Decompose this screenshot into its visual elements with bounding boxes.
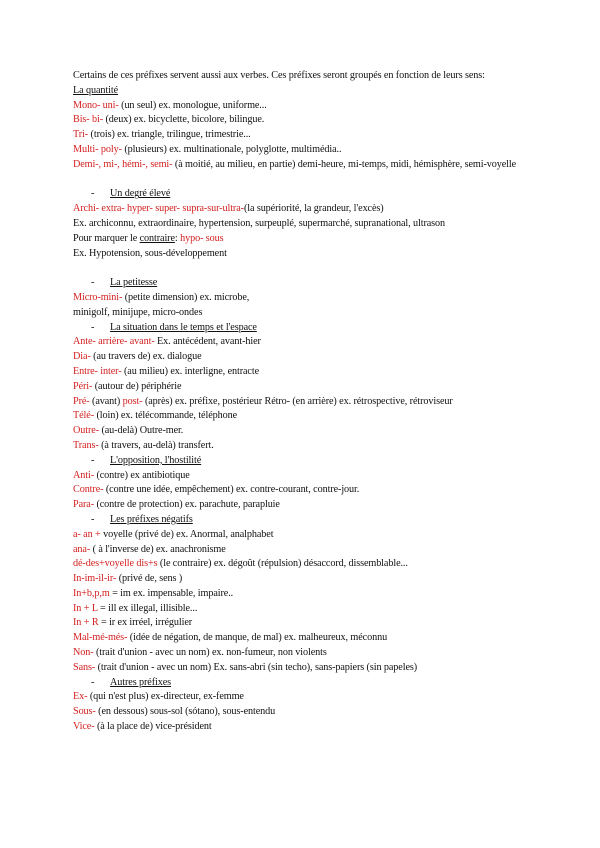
entry-ante: Ante- arrière- avant- Ex. antécédent, avant-hier [73, 336, 261, 348]
entry-vice: Vice- (à la place de) vice-président [73, 721, 212, 733]
entry-dia: Dia- (au travers de) ex. dialogue [73, 351, 202, 363]
section-heading-degre: Un degré élevé [110, 188, 171, 200]
document-page [73, 69, 533, 735]
bullet-petitesse: - La petitesse [91, 277, 158, 289]
entry-a-an: a- an + voyelle (privé de) ex. Anormal, analphabet [73, 528, 274, 540]
section-heading-petitesse: La petitesse [110, 277, 158, 289]
bullet-degre-eleve: - Un degré élevé [91, 188, 171, 200]
entry-sous: Sous- (en dessous) sous-sol (sótano), sous-entendu [73, 706, 276, 718]
entry-non: Non- (trait d'union - avec un nom) ex. non-fumeur, non violents [73, 647, 327, 659]
entry-peri: Péri- (autour de) périphérie [73, 380, 182, 392]
entry-de-des: dé-des+voyelle dis+s (le contraire) ex. dégoût (répulsion) désaccord, dissemblable... [73, 558, 408, 570]
section-heading-autres: Autres préfixes [110, 676, 172, 688]
bullet-autres: - Autres préfixes [91, 676, 172, 688]
bullet-opposition: - L'opposition, l'hostilité [91, 454, 202, 466]
entry-tele: Télé- (loin) ex. télécommande, téléphone [73, 410, 238, 422]
entry-hypo-examples: Ex. Hypotension, sous-développement [73, 247, 227, 259]
entry-multi: Multi- poly- (plusieurs) ex. multinationale, polyglotte, multimédia.. [73, 143, 342, 155]
section-heading-situation: La situation dans le temps et l'espace [110, 321, 257, 333]
section-heading-opposition: L'opposition, l'hostilité [110, 454, 202, 466]
entry-in-l: In + L = ill ex illegal, illisible... [73, 602, 198, 614]
entry-anti: Anti- (contre) ex antibiotique [73, 469, 190, 481]
entry-contraire: Pour marquer le contraire: hypo- sous [73, 232, 224, 244]
entry-contre: Contre- (contre une idée, empêchement) ex. contre-courant, contre-jour. [73, 484, 360, 496]
entry-demi: Demi-, mi-, hémi-, semi- (à moitié, au milieu, en partie) demi-heure, mi-temps, midi, hémisphère, semi-voyelle [73, 158, 517, 170]
bullet-negatifs: - Les préfixes négatifs [91, 513, 193, 525]
entry-para: Para- (contre de protection) ex. parachute, parapluie [73, 499, 280, 511]
entry-pre: Pré- (avant) post- (après) ex. préfixe, postérieur Rétro- (en arrière) ex. rétrospective, rétroviseur [73, 395, 453, 407]
entry-mal: Mal-mé-més- (idée de négation, de manque, de mal) ex. malheureux, méconnu [73, 632, 388, 644]
entry-archi: Archi- extra- hyper- super- supra-sur-ultra-(la supériorité, la grandeur, l'excès) [73, 203, 384, 215]
entry-archi-examples: Ex. archiconnu, extraordinaire, hypertension, surpeuplé, supermarché, supranational, ultrason [73, 217, 446, 229]
entry-outre: Outre- (au-delà) Outre-mer. [73, 425, 184, 437]
entry-bis: Bis- bi- (deux) ex. bicyclette, bicolore, bilingue. [73, 114, 265, 126]
entry-in-r: In + R = ir ex irréel, irrégulier [73, 617, 193, 629]
entry-ex: Ex- (qui n'est plus) ex-directeur, ex-femme [73, 691, 244, 703]
entry-in-im: In-im-il-ir- (privé de, sens ) [73, 573, 183, 585]
entry-sans: Sans- (trait d'union - avec un nom) Ex. sans-abri (sin techo), sans-papiers (sin papeles) [73, 661, 418, 673]
entry-trans: Trans- (à travers, au-delà) transfert. [73, 439, 214, 451]
entry-in-bpm: In+b,p,m = im ex. impensable, impaire.. [73, 587, 234, 599]
entry-micro-cont: minigolf, minijupe, micro-ondes [73, 306, 203, 318]
entry-entre: Entre- inter- (au milieu) ex. interligne, entracte [73, 365, 260, 377]
bullet-situation: - La situation dans le temps et l'espace [91, 321, 257, 333]
entry-micro: Micro-mini- (petite dimension) ex. microbe, [73, 291, 250, 303]
entry-tri: Tri- (trois) ex. triangle, trilingue, trimestrie... [73, 129, 251, 141]
section-heading-quantite: La quantité [73, 84, 119, 96]
entry-ana: ana- ( à l'inverse de) ex. anachronisme [73, 543, 226, 555]
section-heading-negatifs: Les préfixes négatifs [110, 513, 193, 525]
intro-paragraph: Certains de ces préfixes servent aussi aux verbes. Ces préfixes seront groupés en fonction de leurs sens: [73, 70, 485, 81]
entry-mono: Mono- uni- (un seul) ex. monologue, uniforme... [73, 99, 267, 111]
